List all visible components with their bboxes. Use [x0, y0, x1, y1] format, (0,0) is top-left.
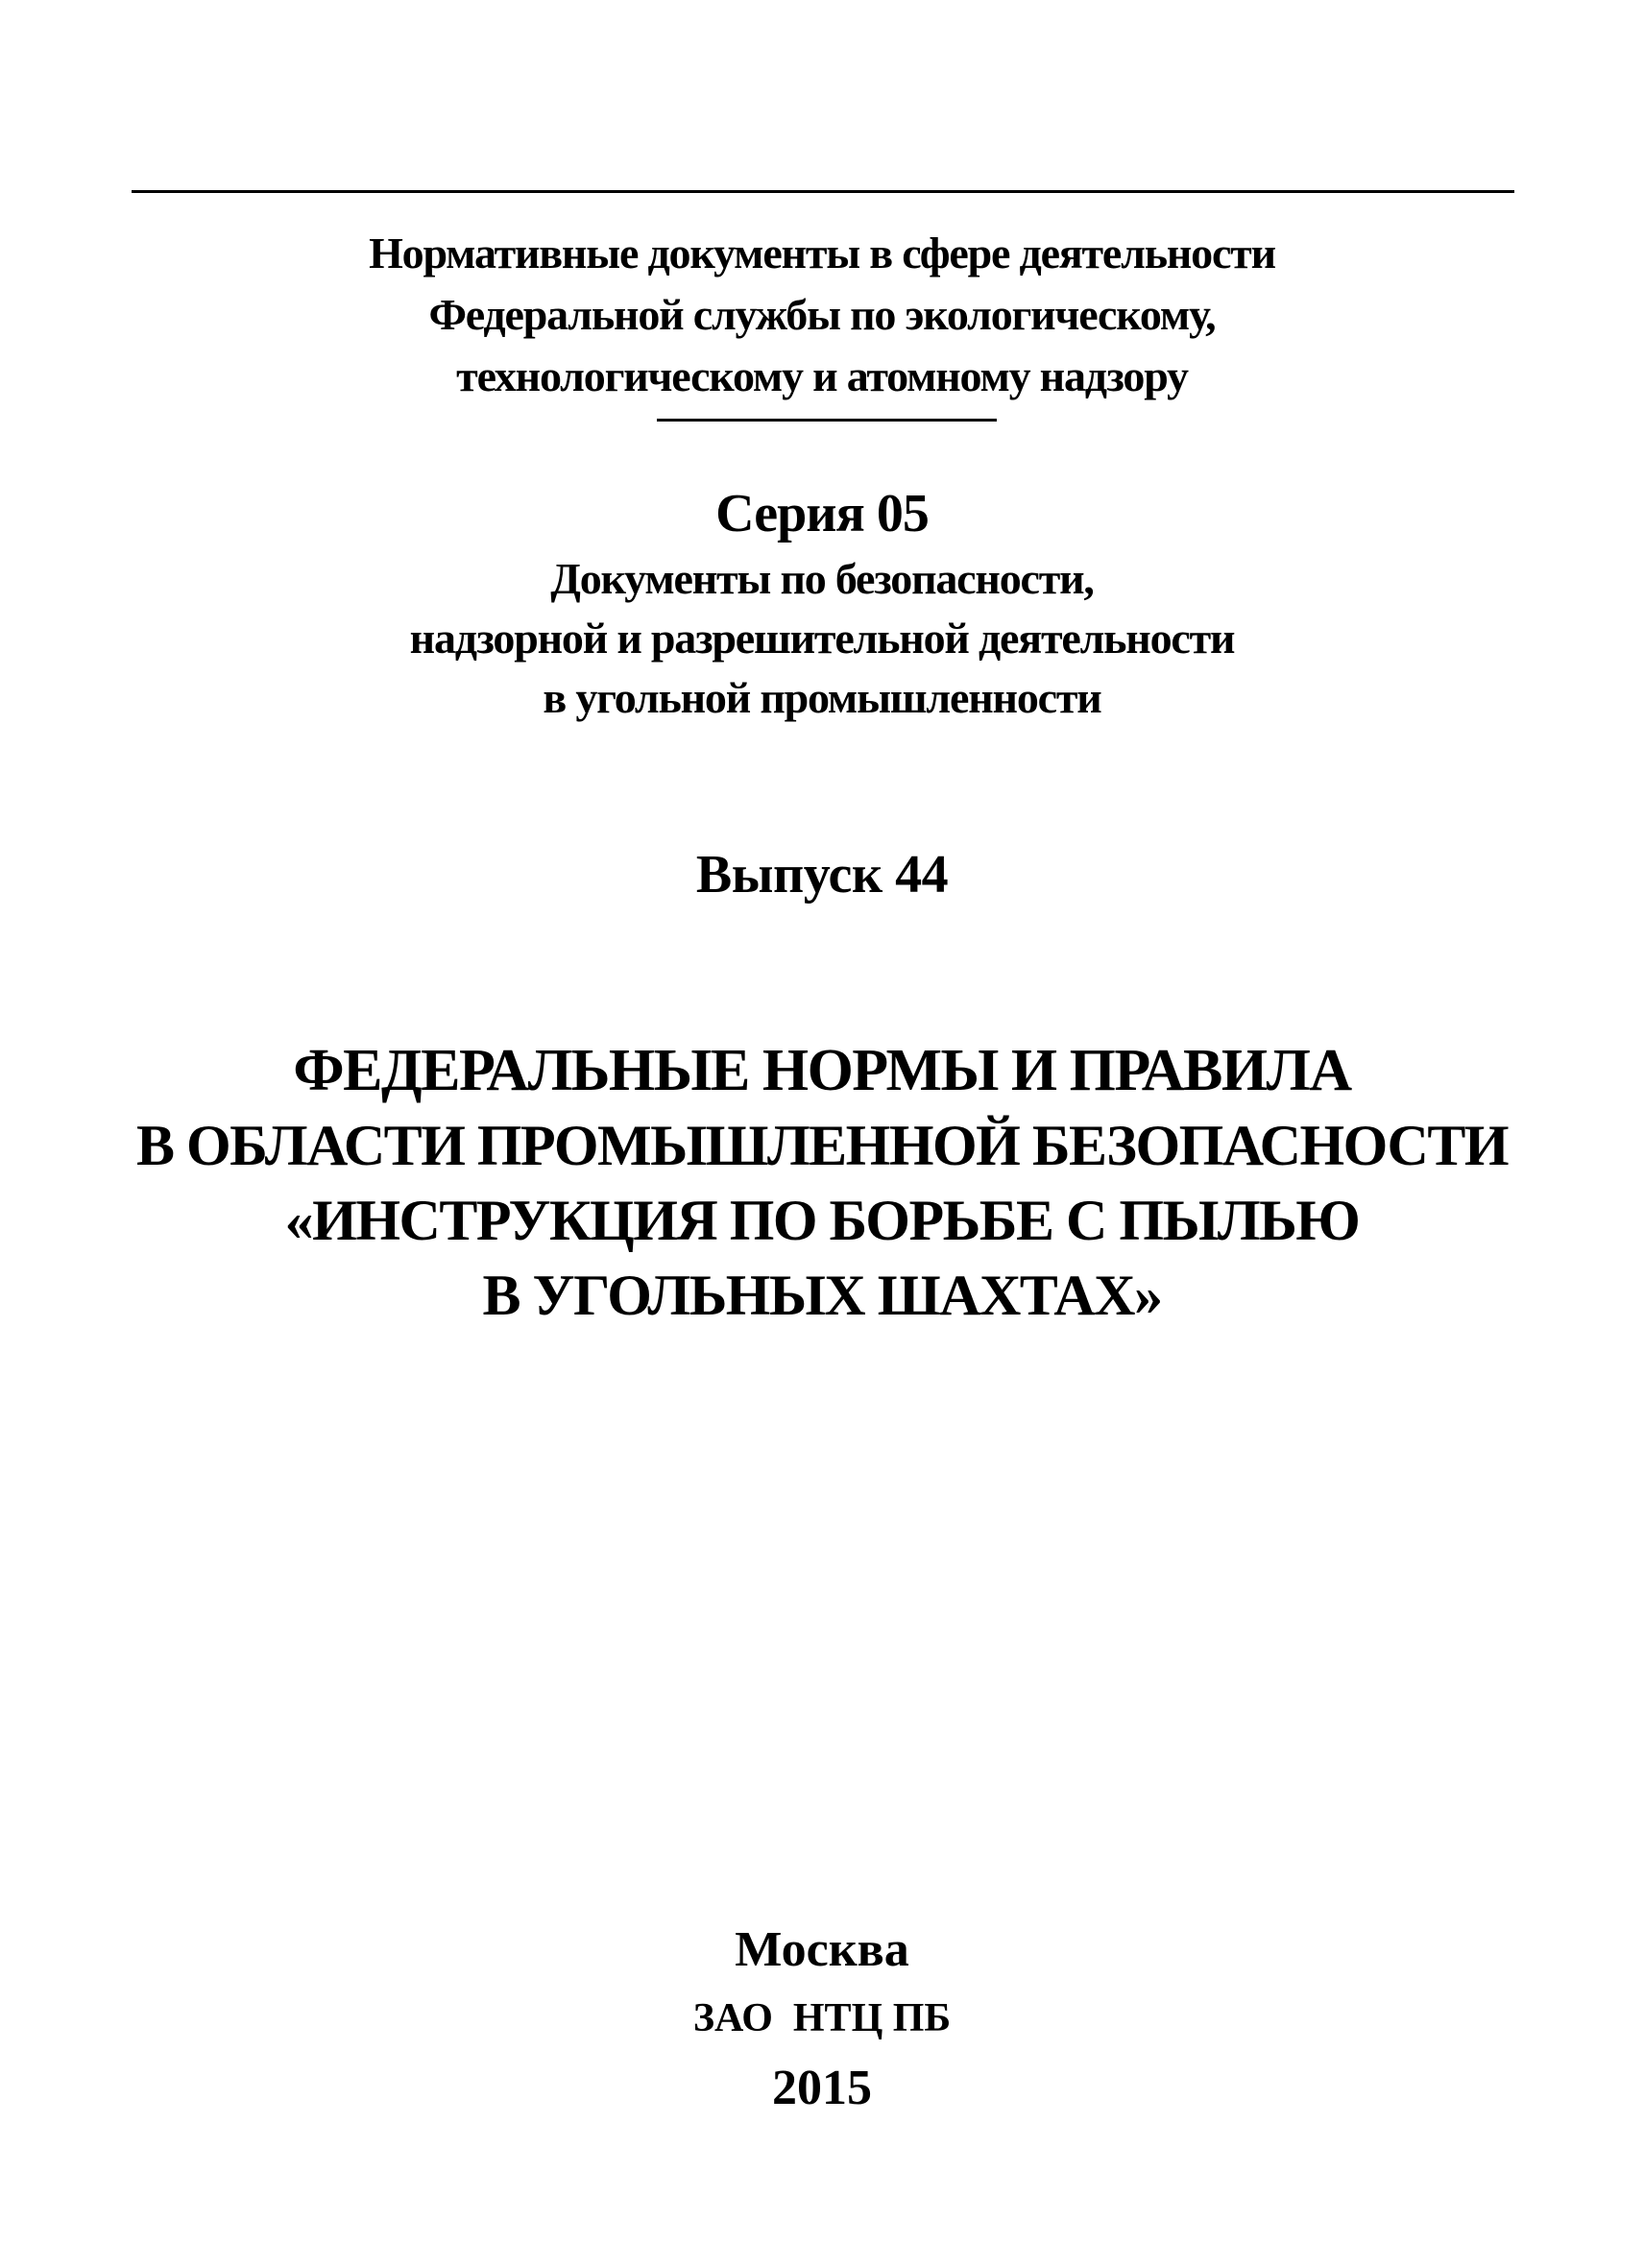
issue-number: Выпуск 44 [695, 845, 949, 905]
authority-line: Нормативные документы в сфере деятельности [369, 229, 1275, 277]
authority-line: технологическому и атомному надзору [456, 351, 1188, 400]
imprint-city: Москва [735, 1922, 909, 1977]
series-description-line: надзорной и разрешительной деятельности [409, 614, 1235, 663]
document-title-line: В УГОЛЬНЫХ ШАХТАХ» [482, 1264, 1162, 1327]
document-title-line: «ИНСТРУКЦИЯ ПО БОРЬБЕ С ПЫЛЬЮ [284, 1189, 1360, 1252]
authority-line: Федеральной службы по экологическому, [428, 290, 1216, 339]
document-title-line: В ОБЛАСТИ ПРОМЫШЛЕННОЙ БЕЗОПАСНОСТИ [135, 1114, 1509, 1177]
authority-heading [0, 223, 1644, 407]
imprint-publisher: ЗАО НТЦ ПБ [692, 1996, 952, 2040]
imprint-year: 2015 [772, 2061, 872, 2115]
section-divider [657, 419, 997, 422]
series-description-line: в угольной промышленности [543, 673, 1101, 722]
series-description [0, 549, 1644, 728]
top-divider [132, 190, 1514, 193]
document-title-line: ФЕДЕРАЛЬНЫЕ НОРМЫ И ПРАВИЛА [293, 1038, 1351, 1103]
series-title: Серия 05 [715, 484, 929, 543]
series-description-line: Документы по безопасности, [550, 554, 1094, 603]
document-title [0, 1033, 1644, 1333]
